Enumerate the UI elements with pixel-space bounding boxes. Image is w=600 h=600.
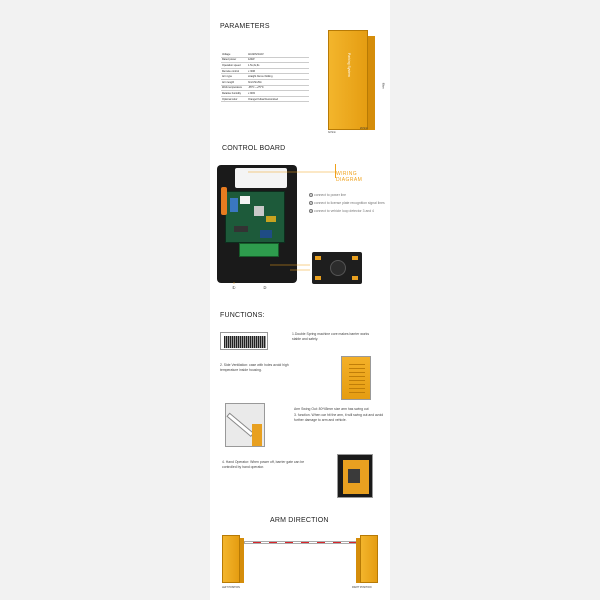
right-position-label: RIGHT POSITION bbox=[352, 586, 372, 589]
loop-detector bbox=[312, 252, 362, 284]
parameter-label: Work temperature bbox=[221, 85, 247, 91]
left-cabinet bbox=[222, 535, 240, 583]
marker-1: ① bbox=[232, 285, 236, 290]
marker-2: ② bbox=[263, 285, 267, 290]
parameter-value: 120W bbox=[247, 57, 309, 63]
parameters-title: PARAMETERS bbox=[220, 23, 270, 30]
parameter-label: Voltage bbox=[221, 52, 247, 57]
product-sheet bbox=[210, 0, 390, 600]
parameter-label: Relative humidity bbox=[221, 91, 247, 97]
parameter-row bbox=[221, 96, 309, 102]
control-board-title: CONTROL BOARD bbox=[222, 145, 286, 152]
wiring-title-1: WIRING bbox=[336, 171, 358, 177]
parameter-label: Arm length bbox=[221, 79, 247, 85]
wiring-item: 2 connect to license plate recognition signal lines bbox=[310, 201, 385, 206]
parameters-table bbox=[221, 52, 309, 102]
wiring-list bbox=[309, 193, 387, 213]
function-3b-text: 3. function. When car hit the arm, it will swing out and avoid further damage to arm and vehicle. bbox=[294, 413, 384, 422]
swing-out-image bbox=[225, 403, 265, 447]
parameter-value: AC220V/110V bbox=[247, 52, 309, 57]
functions-title: FUNCTIONS: bbox=[220, 312, 265, 319]
parameter-value: -35°C ~+75°C bbox=[247, 85, 309, 91]
parameter-value: 1.5s,3s,6s bbox=[247, 63, 309, 69]
parameter-label: Rated power bbox=[221, 57, 247, 63]
parameter-label: Optional color bbox=[221, 96, 247, 102]
dim-width: 32.5cm bbox=[328, 131, 336, 134]
parameter-label: Operation speed bbox=[221, 63, 247, 69]
parameter-value: 3m/4.5m/6m bbox=[247, 79, 309, 85]
spring-core-image bbox=[220, 332, 268, 350]
wiring-lines bbox=[210, 160, 390, 300]
hand-operator-image bbox=[337, 454, 373, 498]
parameter-label: Remote control bbox=[221, 68, 247, 74]
cabinet-label: Parking System bbox=[347, 53, 351, 77]
parameter-value: ≤ 30M bbox=[247, 68, 309, 74]
function-3a-text: Arm Swing Out: 80*45mm size arm has swing out bbox=[294, 407, 369, 411]
barrier-arm bbox=[244, 541, 364, 544]
wiring-title-2: DIAGRAM bbox=[336, 177, 363, 183]
parameter-label: Arm type bbox=[221, 74, 247, 80]
dim-depth: 26.5cm bbox=[360, 127, 368, 130]
arm-direction-title: ARM DIRECTION bbox=[270, 517, 329, 524]
function-2-text: 2. Side Ventilation: case with holes avoid high temperature inside housing. bbox=[220, 363, 289, 372]
left-position-label: LEFT POSITION bbox=[222, 586, 240, 589]
ventilation-image bbox=[341, 356, 371, 400]
parameter-value: Orange/Yellow/Customized bbox=[247, 96, 309, 102]
function-4-text: 4. Hand Operator: When power off, barrier gate can be controlled by hand operator. bbox=[222, 460, 305, 469]
right-cabinet bbox=[360, 535, 378, 583]
parameter-value: ≤ 90% bbox=[247, 91, 309, 97]
parameter-value: straight /fence /folding bbox=[247, 74, 309, 80]
dim-height: 98cm bbox=[381, 82, 385, 89]
wiring-item: 3 connect to vehicle loop detector 3 and 4 bbox=[310, 209, 374, 214]
function-1-text: 1.Double Spring machine core makes barrier works stable and safely. bbox=[292, 332, 370, 341]
wiring-item: 1 connect to power line bbox=[310, 193, 347, 198]
cabinet-front bbox=[328, 30, 368, 130]
